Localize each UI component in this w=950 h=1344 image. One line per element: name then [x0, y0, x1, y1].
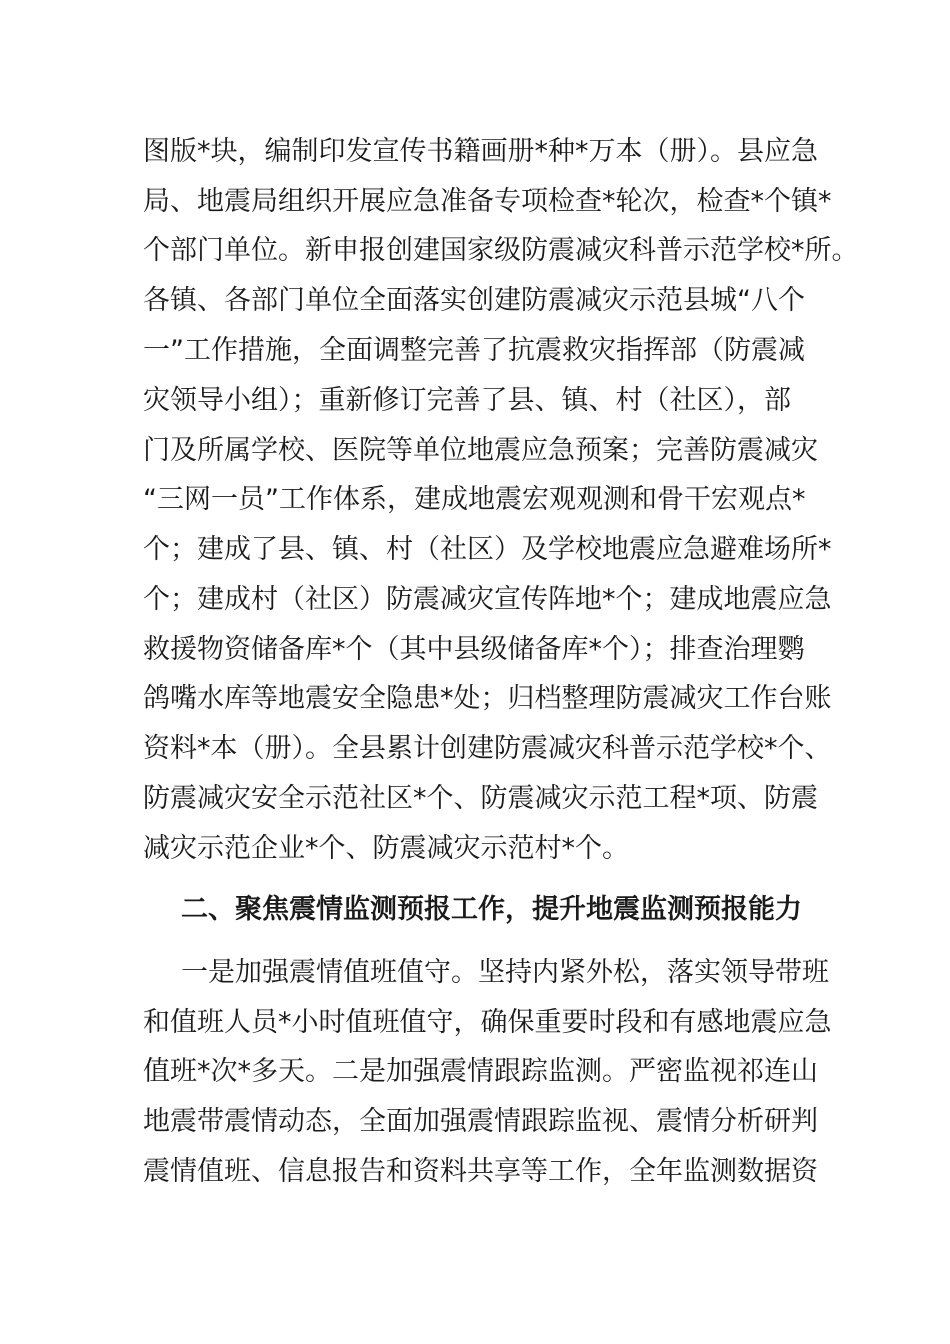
paragraph-line: 地震带震情动态，全面加强震情跟踪监视、震情分析研判	[143, 1106, 818, 1137]
paragraph-line: 救援物资储备库*个（其中县级储备库*个）；排查治理鹦	[143, 634, 805, 665]
paragraph-line: 局、地震局组织开展应急准备专项检查*轮次，检查*个镇*	[143, 186, 832, 217]
paragraph-line: 一是加强震情值班值守。坚持内紧外松，落实领导带班	[181, 957, 829, 988]
paragraph-line: 个；建成村（社区）防震减灾宣传阵地*个；建成地震应急	[143, 584, 832, 615]
paragraph-line: 震情值班、信息报告和资料共享等工作，全年监测数据资	[143, 1156, 818, 1187]
paragraph-line: 减灾示范企业*个、防震减灾示范村*个。	[143, 833, 629, 864]
paragraph-line: 值班*次*多天。二是加强震情跟踪监测。严密监视祁连山	[143, 1056, 818, 1087]
section-heading: 二、聚焦震情监测预报工作，提升地震监测预报能力	[181, 894, 802, 925]
paragraph-line: 和值班人员*小时值班值守，确保重要时段和有感地震应急	[143, 1007, 832, 1038]
paragraph-line: 资料*本（册）。全县累计创建防震减灾科普示范学校*个、	[143, 733, 832, 764]
paragraph-line: 个部门单位。新申报创建国家级防震减灾科普示范学校*所。	[143, 235, 859, 266]
paragraph-line: 防震减灾安全示范社区*个、防震减灾示范工程*项、防震	[143, 783, 818, 814]
paragraph-line: “三网一员”工作体系，建成地震宏观观测和骨干宏观点*	[143, 484, 806, 515]
paragraph-line: 各镇、各部门单位全面落实创建防震减灾示范县城“八个	[143, 285, 805, 316]
paragraph-line: 一”工作措施，全面调整完善了抗震救灾指挥部（防震减	[143, 335, 805, 366]
paragraph-line: 个；建成了县、镇、村（社区）及学校地震应急避难场所*	[143, 534, 832, 565]
paragraph-line: 门及所属学校、医院等单位地震应急预案；完善防震减灾	[143, 435, 818, 466]
paragraph-line: 图版*块，编制印发宣传书籍画册*种*万本（册）。县应急	[143, 136, 818, 167]
paragraph-line: 鸽嘴水库等地震安全隐患*处；归档整理防震减灾工作台账	[143, 683, 832, 714]
paragraph-line: 灾领导小组）；重新修订完善了县、镇、村（社区），部	[143, 385, 791, 416]
